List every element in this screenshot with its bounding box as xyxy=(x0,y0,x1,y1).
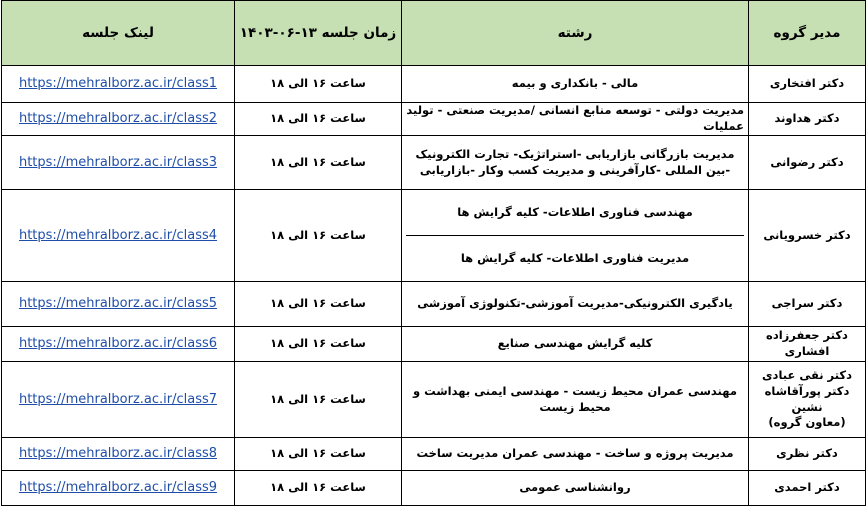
table-row xyxy=(2,327,866,362)
time-cell: ساعت ۱۶ الی ۱۸ xyxy=(235,282,402,327)
link-cell xyxy=(2,362,235,438)
class-link[interactable]: https://mehralborz.ac.ir/class2 xyxy=(18,111,218,127)
time-cell: ساعت ۱۶ الی ۱۸ xyxy=(235,327,402,362)
manager-cell: دکتر جعفرزاده افشاری xyxy=(749,327,866,362)
header-date: زمان جلسه ۱۳-۰۶-۱۴۰۳ xyxy=(235,1,402,66)
link-cell xyxy=(2,103,235,136)
table-row xyxy=(2,438,866,471)
time-cell: ساعت ۱۶ الی ۱۸ xyxy=(235,66,402,103)
manager-line: (معاون گروه) xyxy=(768,415,846,430)
table-row xyxy=(2,282,866,327)
link-cell xyxy=(2,471,235,506)
schedule-table xyxy=(1,0,866,506)
header-field: رشته xyxy=(402,1,749,66)
time-cell: ساعت ۱۶ الی ۱۸ xyxy=(235,136,402,190)
class-link[interactable]: https://mehralborz.ac.ir/class8 xyxy=(18,446,218,462)
link-cell xyxy=(2,66,235,103)
table-row xyxy=(2,362,866,438)
manager-cell: دکتر هداوند xyxy=(749,103,866,136)
table-row xyxy=(2,66,866,103)
table-row xyxy=(2,136,866,190)
manager-cell: دکتر افتخاری xyxy=(749,66,866,103)
time-cell: ساعت ۱۶ الی ۱۸ xyxy=(235,362,402,438)
header-row xyxy=(2,1,866,66)
field-cell: مالی - بانکداری و بیمه xyxy=(402,66,749,103)
manager-cell: دکتر رضوانی xyxy=(749,136,866,190)
field-cell: یادگیری الکترونیکی-مدیریت آموزشی-تکنولوژی آموزشی xyxy=(402,282,749,327)
header-manager: مدیر گروه xyxy=(749,1,866,66)
class-link[interactable]: https://mehralborz.ac.ir/class7 xyxy=(18,391,218,407)
time-cell: ساعت ۱۶ الی ۱۸ xyxy=(235,438,402,471)
field-cell: کلیه گرایش مهندسی صنایع xyxy=(402,327,749,362)
manager-line: دکتر پورآقاشاه نشین xyxy=(764,383,850,414)
field-part: مهندسی فناوری اطلاعات- کلیه گرایش ها xyxy=(457,204,693,219)
field-cell: مهندسی عمران محیط زیست - مهندسی ایمنی بهداشت و محیط زیست xyxy=(402,362,749,438)
link-cell xyxy=(2,190,235,282)
time-cell: ساعت ۱۶ الی ۱۸ xyxy=(235,471,402,506)
link-cell xyxy=(2,136,235,190)
time-cell: ساعت ۱۶ الی ۱۸ xyxy=(235,190,402,282)
manager-line: دکتر نقی عبادی xyxy=(762,368,852,383)
table-row xyxy=(2,103,866,136)
field-cell xyxy=(402,190,749,282)
class-link[interactable]: https://mehralborz.ac.ir/class6 xyxy=(18,336,218,352)
manager-cell xyxy=(749,362,866,438)
field-cell: مدیریت پروژه و ساخت - مهندسی عمران مدیریت ساخت xyxy=(402,438,749,471)
manager-cell: دکتر خسرویانی xyxy=(749,190,866,282)
manager-cell: دکتر سراجی xyxy=(749,282,866,327)
manager-cell: دکتر احمدی xyxy=(749,471,866,506)
field-cell: روانشناسی عمومی xyxy=(402,471,749,506)
class-link[interactable]: https://mehralborz.ac.ir/class4 xyxy=(18,227,218,243)
class-link[interactable]: https://mehralborz.ac.ir/class3 xyxy=(18,154,218,170)
link-cell xyxy=(2,327,235,362)
field-part: مدیریت فناوری اطلاعات- کلیه گرایش ها xyxy=(406,235,744,281)
time-cell: ساعت ۱۶ الی ۱۸ xyxy=(235,103,402,136)
manager-cell: دکتر نظری xyxy=(749,438,866,471)
table-row xyxy=(2,190,866,282)
class-link[interactable]: https://mehralborz.ac.ir/class5 xyxy=(18,296,218,312)
class-link[interactable]: https://mehralborz.ac.ir/class1 xyxy=(18,76,218,92)
field-cell: مدیریت دولتی - توسعه منابع انسانی /مدیریت صنعتی - تولید عملیات xyxy=(402,103,749,136)
header-link: لینک جلسه xyxy=(2,1,235,66)
link-cell xyxy=(2,282,235,327)
table-row xyxy=(2,471,866,506)
class-link[interactable]: https://mehralborz.ac.ir/class9 xyxy=(18,480,218,496)
field-cell: مدیریت بازرگانی بازاریابی -استراتژیک- تجارت الکترونیک -بین المللی -کارآفرینی و مدیریت کسب وکار -بازاریابی xyxy=(402,136,749,190)
link-cell xyxy=(2,438,235,471)
